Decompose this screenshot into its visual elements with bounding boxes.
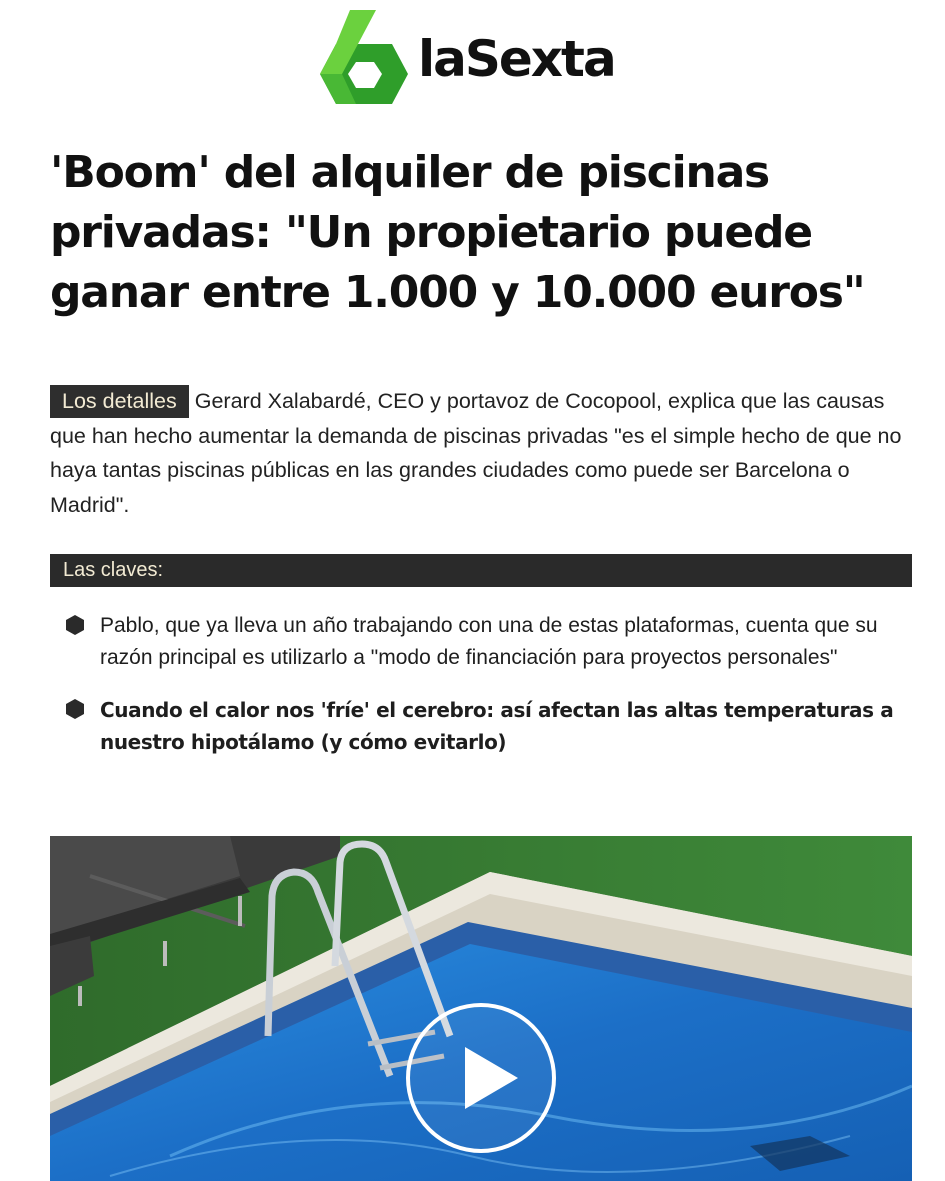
play-button[interactable] [406, 1003, 556, 1153]
article-details [50, 384, 910, 522]
lasexta-6-icon [318, 10, 410, 108]
brand-wordmark: laSexta [418, 30, 615, 88]
claves-list [50, 610, 912, 778]
list-item[interactable] [50, 694, 912, 758]
claves-header: Las claves: [50, 554, 912, 587]
details-text: Gerard Xalabardé, CEO y portavoz de Cocopool, explica que las causas que han hecho aumentar la demanda de piscinas privadas "es el simple hecho de que no haya tantas piscinas públicas en las grandes ciudades como puede ser Barcelona o Madrid". [50, 389, 902, 517]
hexagon-bullet-icon [66, 699, 84, 719]
list-item-link: Cuando el calor nos 'fríe' el cerebro: así afectan las altas temperaturas a nuestro hipotálamo (y cómo evitarlo) [100, 698, 894, 754]
site-header [0, 0, 945, 115]
play-icon [410, 1007, 552, 1149]
article-headline: 'Boom' del alquiler de piscinas privadas: "Un propietario puede ganar entre 1.000 y 10.000 euros" [50, 147, 865, 318]
lasexta-logo[interactable] [318, 10, 615, 108]
list-item[interactable] [50, 610, 912, 674]
details-tag: Los detalles [50, 385, 189, 418]
list-item-text: Pablo, que ya lleva un año trabajando con una de estas plataformas, cuenta que su razón principal es utilizarlo a "modo de financiación para proyectos personales" [100, 614, 878, 669]
hexagon-bullet-icon [66, 615, 84, 635]
